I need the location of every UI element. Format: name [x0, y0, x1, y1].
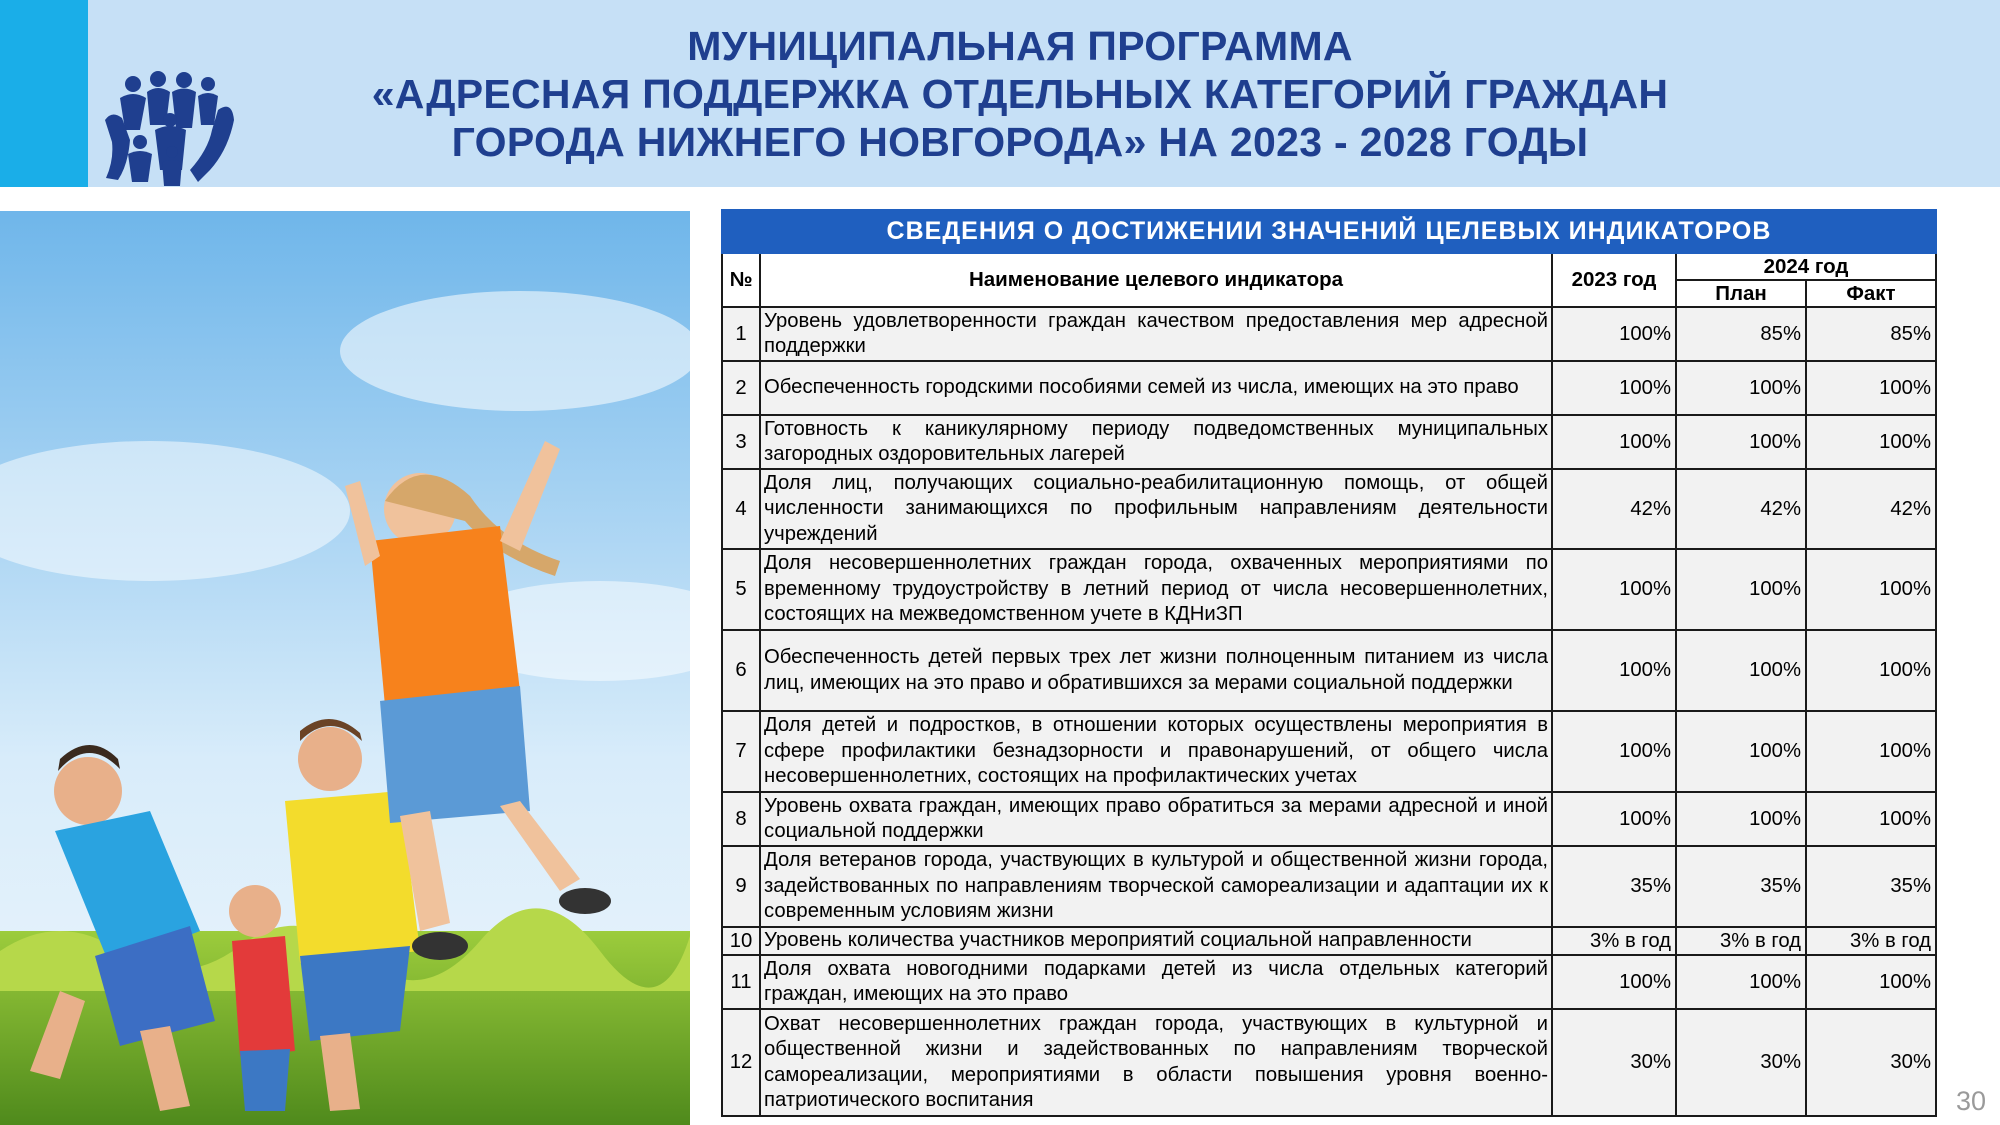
row-name: Обеспеченность детей первых трех лет жизни полноценным питанием из числа лиц, имеющих на это право и обратившихся за мерами социальной поддержки [760, 630, 1552, 711]
row-name: Уровень количества участников мероприятий социальной направленности [760, 927, 1552, 955]
row-num: 10 [722, 927, 760, 955]
row-plan: 100% [1676, 711, 1806, 792]
header-accent-bar [0, 0, 88, 187]
row-name: Доля лиц, получающих социально-реабилитационную помощь, от общей численности занимающихся по профильным направлениям деятельности учреждений [760, 469, 1552, 549]
row-num: 7 [722, 711, 760, 792]
row-fact: 100% [1806, 415, 1936, 469]
row-plan: 100% [1676, 955, 1806, 1009]
row-num: 3 [722, 415, 760, 469]
table-row [722, 846, 1936, 927]
row-name: Доля ветеранов города, участвующих в культурой и общественной жизни города, задействованных по направлениям творческой самореализации и адаптации их к современным условиям жизни [760, 846, 1552, 927]
jumping-children-photo [0, 211, 690, 1125]
indicators-table-wrapper [721, 209, 1935, 1117]
row-name: Готовность к каникулярному периоду подведомственных муниципальных загородных оздоровительных лагерей [760, 415, 1552, 469]
header-fact: Факт [1806, 280, 1936, 307]
table-row [722, 415, 1936, 469]
row-num: 5 [722, 549, 760, 630]
row-2023: 100% [1552, 792, 1676, 846]
row-num: 12 [722, 1009, 760, 1116]
row-plan: 100% [1676, 415, 1806, 469]
row-fact: 30% [1806, 1009, 1936, 1116]
row-fact: 85% [1806, 307, 1936, 361]
row-plan: 100% [1676, 361, 1806, 415]
row-2023: 42% [1552, 469, 1676, 549]
row-plan: 100% [1676, 549, 1806, 630]
table-row [722, 792, 1936, 846]
row-num: 8 [722, 792, 760, 846]
row-fact: 35% [1806, 846, 1936, 927]
row-name: Обеспеченность городскими пособиями семей из числа, имеющих на это право [760, 361, 1552, 415]
row-name: Доля несовершеннолетних граждан города, охваченных мероприятиями по временному трудоустройству в летний период от числа несовершеннолетних, состоящих на межведомственном учете в КДНиЗП [760, 549, 1552, 630]
table-row [722, 711, 1936, 792]
table-caption: СВЕДЕНИЯ О ДОСТИЖЕНИИ ЗНАЧЕНИЙ ЦЕЛЕВЫХ ИНДИКАТОРОВ [722, 210, 1936, 253]
table-row [722, 469, 1936, 549]
row-plan: 3% в год [1676, 927, 1806, 955]
page-number: 30 [1956, 1086, 1987, 1116]
row-2023: 30% [1552, 1009, 1676, 1116]
row-plan: 100% [1676, 630, 1806, 711]
header-num: № [722, 253, 760, 307]
row-fact: 100% [1806, 549, 1936, 630]
row-plan: 85% [1676, 307, 1806, 361]
row-fact: 100% [1806, 955, 1936, 1009]
header-2024: 2024 год [1676, 253, 1936, 280]
row-plan: 100% [1676, 792, 1806, 846]
header-plan: План [1676, 280, 1806, 307]
row-name: Уровень охвата граждан, имеющих право обратиться за мерами адресной и иной социальной поддержки [760, 792, 1552, 846]
row-fact: 100% [1806, 711, 1936, 792]
row-2023: 100% [1552, 361, 1676, 415]
row-num: 2 [722, 361, 760, 415]
family-logo-icon [100, 70, 238, 188]
header-2023: 2023 год [1552, 253, 1676, 307]
title-line-2: «АДРЕСНАЯ ПОДДЕРЖКА ОТДЕЛЬНЫХ КАТЕГОРИЙ ГРАЖДАН [371, 71, 1669, 117]
row-num: 11 [722, 955, 760, 1009]
title-line-3: ГОРОДА НИЖНЕГО НОВГОРОДА» НА 2023 - 2028 ГОДЫ [451, 119, 1589, 165]
row-plan: 35% [1676, 846, 1806, 927]
header-name: Наименование целевого индикатора [760, 253, 1552, 307]
table-row [722, 549, 1936, 630]
photo-illustration [0, 211, 690, 1125]
row-name: Охват несовершеннолетних граждан города, участвующих в культурной и общественной жизни и задействованных по направлениям творческой самореализации, мероприятиями в области повышения уровня военно-патриотического воспитания [760, 1009, 1552, 1116]
indicators-table [721, 209, 1937, 1117]
row-2023: 3% в год [1552, 927, 1676, 955]
row-fact: 3% в год [1806, 927, 1936, 955]
row-name: Доля детей и подростков, в отношении которых осуществлены мероприятия в сфере профилактики безнадзорности и правонарушений, от общего числа несовершеннолетних, состоящих на профилактических учетах [760, 711, 1552, 792]
header-banner [0, 0, 2000, 187]
row-2023: 35% [1552, 846, 1676, 927]
row-name: Доля охвата новогодними подарками детей из числа отдельных категорий граждан, имеющих на это право [760, 955, 1552, 1009]
row-2023: 100% [1552, 415, 1676, 469]
row-num: 4 [722, 469, 760, 549]
row-num: 1 [722, 307, 760, 361]
row-2023: 100% [1552, 955, 1676, 1009]
table-row [722, 927, 1936, 955]
row-2023: 100% [1552, 307, 1676, 361]
row-fact: 100% [1806, 792, 1936, 846]
row-fact: 42% [1806, 469, 1936, 549]
table-row [722, 307, 1936, 361]
table-row [722, 361, 1936, 415]
title-line-1: МУНИЦИПАЛЬНАЯ ПРОГРАММА [687, 23, 1353, 69]
table-row [722, 1009, 1936, 1116]
table-row [722, 630, 1936, 711]
row-num: 9 [722, 846, 760, 927]
row-plan: 42% [1676, 469, 1806, 549]
row-name: Уровень удовлетворенности граждан качеством предоставления мер адресной поддержки [760, 307, 1552, 361]
page-title [250, 22, 1790, 166]
row-num: 6 [722, 630, 760, 711]
row-fact: 100% [1806, 361, 1936, 415]
row-2023: 100% [1552, 630, 1676, 711]
table-row [722, 955, 1936, 1009]
row-2023: 100% [1552, 549, 1676, 630]
row-2023: 100% [1552, 711, 1676, 792]
row-fact: 100% [1806, 630, 1936, 711]
row-plan: 30% [1676, 1009, 1806, 1116]
